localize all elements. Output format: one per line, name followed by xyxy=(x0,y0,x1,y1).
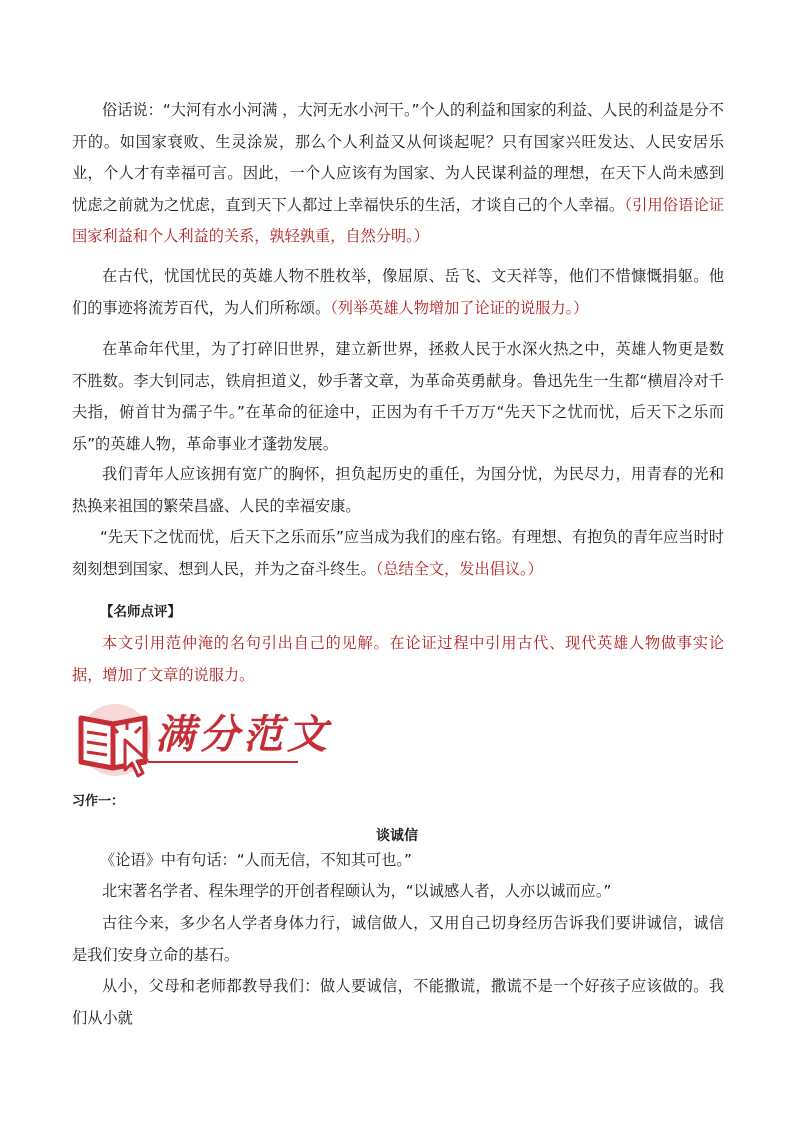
essay1-p2-text: 在古代，忧国忧民的英雄人物不胜枚举，像屈原、岳飞、文天祥等，他们不惜慷慨捐躯。他们的事迹将流芳百代，为人们所称颂。 xyxy=(72,267,724,317)
banner-underline xyxy=(148,761,298,763)
essay1-p2-comment: （列举英雄人物增加了论证的说服力。） xyxy=(330,298,589,317)
essay1-paragraph-2 xyxy=(72,261,724,324)
essay1-paragraph-5 xyxy=(72,522,724,585)
essay2-paragraph-4: 从小，父母和老师都教导我们：做人要诚信，不能撒谎，撒谎不是一个好孩子应该做的。我们从小就 xyxy=(72,977,724,1027)
essay1-p1-text: 俗话说：“大河有水小河满 ，大河无水小河干。”个人的利益和国家的利益、人民的利益是分不开的。如国家衰败、生灵涂炭，那么个人利益又从何谈起呢？只有国家兴旺发达、人民安居乐业，个人才有幸福可言。因此，一个人应该有为国家、为人民谋利益的理想，在天下人尚未感到忧虑之前就为之忧虑，直到天下人都过上幸福快乐的生活，才谈自己的个人幸福。 xyxy=(72,101,724,214)
essay1-p5-text: “先天下之忧而忧，后天下之乐而乐”应当成为我们的座右铭。有理想、有抱负的青年应当时时刻刻想到国家、想到人民，并为之奋斗终生。 xyxy=(72,528,724,578)
banner-title: 满分范文 xyxy=(155,711,331,758)
essay1-paragraph-1 xyxy=(72,95,724,253)
review-text: 本文引用范仲淹的名句引出自己的见解。在论证过程中引用古代、现代英雄人物做事实论据，增加了文章的说服力。 xyxy=(72,634,724,684)
essay2-label: 习作一： xyxy=(72,794,125,809)
essay1-paragraph-3: 在革命年代里，为了打碎旧世界，建立新世界，拯救人民于水深火热之中，英雄人物更是数不胜数。李大钊同志，铁肩担道义，妙手著文章，为革命英勇献身。鲁迅先生一生都“横眉冷对千夫指，俯首甘为孺子牛。”在革命的征途中，正因为有千千万万“先天下之忧而忧，后天下之乐而乐”的英雄人物，革命事业才蓬勃发展。 xyxy=(72,340,724,453)
book-cursor-icon xyxy=(73,700,163,780)
essay2-paragraph-1: 《论语》中有句话：“人而无信，不知其可也。” xyxy=(100,851,412,869)
essay2-paragraph-2: 北宋著名学者、程朱理学的开创者程颐认为，“以诚感人者，人亦以诚而应。” xyxy=(102,882,612,900)
essay1-p5-comment: （总结全文，发出倡议。） xyxy=(375,559,543,578)
essay2-paragraph-3: 古往今来，多少名人学者身体力行，诚信做人，又用自己切身经历告诉我们要讲诚信，诚信是我们安身立命的基石。 xyxy=(72,914,724,964)
essay1-paragraph-4: 我们青年人应该拥有宽广的胸怀，担负起历史的重任，为国分忧，为民尽力，用青春的光和热换来祖国的繁荣昌盛、人民的幸福安康。 xyxy=(72,465,724,515)
review-heading: 【名师点评】 xyxy=(100,604,181,620)
essay2-title: 谈诚信 xyxy=(376,828,418,844)
essay1-p1-comment: （引用俗语论证国家利益和个人利益的关系，孰轻孰重，自然分明。） xyxy=(72,195,725,245)
